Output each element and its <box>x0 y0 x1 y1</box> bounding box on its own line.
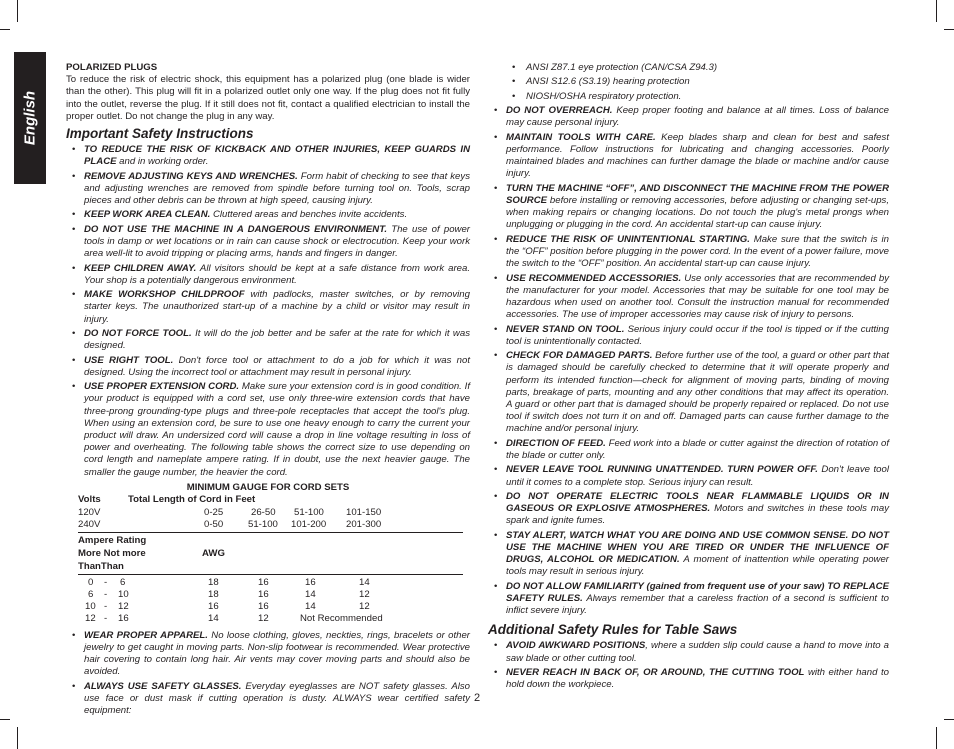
list-item: • DO NOT OPERATE ELECTRIC TOOLS NEAR FLAMMABLE LIQUIDS OR IN GASEOUS OR EXPLOSIVE ATMOSPHERES. Motors and switches in these tools may spark and ignite fumes. <box>488 491 889 528</box>
awg-header: AWG <box>202 547 225 559</box>
table-cell: 16 <box>305 576 316 588</box>
right-list <box>488 105 889 617</box>
cord-gauge-table <box>66 481 470 624</box>
page-number: 2 <box>473 692 481 704</box>
length-header: Total Length of Cord in Feet <box>128 493 256 505</box>
left-after-list <box>66 630 470 718</box>
table-cell: 16 <box>258 600 269 612</box>
table-cell: 14 <box>359 576 370 588</box>
table-rule <box>78 574 463 575</box>
equipment-sublist <box>488 62 889 103</box>
table-cell: 14 <box>305 600 316 612</box>
list-item: • NEVER LEAVE TOOL RUNNING UNATTENDED. TURN POWER OFF. Don't leave tool until it comes to a complete stop. Serious injury can result. <box>488 464 889 488</box>
list-item: • USE RIGHT TOOL. Don't force tool or attachment to do a job for which it was not designed. Using the incorrect tool or attachment may result in personal injury. <box>66 355 470 379</box>
crop-mark <box>944 719 954 720</box>
table-cell: 16 <box>208 600 219 612</box>
list-item: • DO NOT ALLOW FAMILIARITY (gained from frequent use of your saw) TO REPLACE SAFETY RULES. Always remember that a careless fraction of a second is sufficient to inflict severe injury. <box>488 581 889 618</box>
list-item: • DO NOT FORCE TOOL. It will do the job better and be safer at the rate for which it was designed. <box>66 328 470 352</box>
crop-mark <box>0 719 10 720</box>
crop-mark <box>936 0 937 22</box>
table-cell: 12 <box>359 600 370 612</box>
table-cell: 101-200 <box>291 518 327 530</box>
table-cell: 201-300 <box>346 518 382 530</box>
table-cell: 14 <box>305 588 316 600</box>
table-title: MINIMUM GAUGE FOR CORD SETS <box>186 481 350 493</box>
list-item: • MAKE WORKSHOP CHILDPROOF with padlocks, master switches, or by removing starter keys. The unauthorized start-up of a machine by a child or visitor may result in injury. <box>66 289 470 326</box>
table-cell: 16 <box>258 576 269 588</box>
table-cell: 0 <box>88 576 94 588</box>
table-cell: 18 <box>208 588 219 600</box>
right-column <box>488 62 889 694</box>
table-cell: 16 <box>258 588 269 600</box>
ampere-header: Ampere Rating <box>78 534 147 546</box>
table-cell: 26-50 <box>251 506 276 518</box>
table-cell: 12 <box>359 588 370 600</box>
list-item: • KEEP WORK AREA CLEAN. Cluttered areas and benches invite accidents. <box>66 209 470 221</box>
list-item: • AVOID AWKWARD POSITIONS, where a sudden slip could cause a hand to move into a saw blade or other cutting tool. <box>488 640 889 664</box>
list-item: • STAY ALERT, WATCH WHAT YOU ARE DOING AND USE COMMON SENSE. DO NOT USE THE MACHINE WHEN YOU ARE TIRED OR UNDER THE INFLUENCE OF DRUGS, ALCOHOL OR MEDICATION. A moment of inattention while operating power tools may result in serious injury. <box>488 530 889 579</box>
list-item: • DO NOT USE THE MACHINE IN A DANGEROUS ENVIRONMENT. The use of power tools in damp or wet locations or in rain can cause shock or electrocution. Keep your work area well-lit to avoid tripping or placing arms, hands and fingers in danger. <box>66 224 470 261</box>
crop-mark <box>17 727 18 749</box>
table-cell: 0-25 <box>204 506 224 518</box>
table-cell: 6 <box>88 588 94 600</box>
left-column <box>66 62 470 720</box>
list-item: • DIRECTION OF FEED. Feed work into a blade or cutter against the direction of rotation of the blade or cutter only. <box>488 438 889 462</box>
table-cell: 12 <box>118 600 129 612</box>
table-cell: 51-100 <box>294 506 324 518</box>
list-item: • REDUCE THE RISK OF UNINTENTIONAL STARTING. Make sure that the switch is in the “OFF” position before plugging in the power cord. In the event of a power failure, move the switch to the “OFF” position. An accidental start-up can cause injury. <box>488 234 889 271</box>
volts-header: Volts <box>78 493 101 505</box>
table-cell: 120V <box>78 506 101 518</box>
table-cell: 6 <box>120 576 126 588</box>
list-item: • MAINTAIN TOOLS WITH CARE. Keep blades sharp and clean for best and safest performance. Follow instructions for lubricating and changing accessories. Poorly maintained blades and machines can further damage the blade or machine and/or cause injury. <box>488 132 889 181</box>
list-item: • KEEP CHILDREN AWAY. All visitors should be kept at a safe distance from work area. Your shop is a potentially dangerous environment. <box>66 263 470 287</box>
list-item: • REMOVE ADJUSTING KEYS AND WRENCHES. Form habit of checking to see that keys and adjusting wrenches are removed from spindle before turning tool on. Tools, scrap pieces and other debris can be thrown at high speed, causing injury. <box>66 171 470 208</box>
table-rule <box>78 532 463 533</box>
table-cell: Not Recommended <box>300 612 383 624</box>
list-item: • NEVER STAND ON TOOL. Serious injury could occur if the tool is tipped or if the cutting tool is unintentionally contacted. <box>488 324 889 348</box>
additional-title: Additional Safety Rules for Table Saws <box>488 622 738 638</box>
list-item: • ANSI Z87.1 eye protection (CAN/CSA Z94.3) <box>488 62 889 74</box>
table-cell: 12 <box>258 612 269 624</box>
crop-mark <box>936 727 937 749</box>
list-item: • ANSI S12.6 (S3.19) hearing protection <box>488 76 889 88</box>
table-cell: 16 <box>118 612 129 624</box>
table-cell: 10 <box>85 600 96 612</box>
table-cell: 240V <box>78 518 101 530</box>
table-cell: 101-150 <box>346 506 382 518</box>
table-cell: - <box>104 600 108 612</box>
table-cell: - <box>104 588 108 600</box>
ampere-header: ThanThan <box>78 560 124 572</box>
crop-mark <box>17 0 18 22</box>
list-item: • ALWAYS USE SAFETY GLASSES. Everyday eyeglasses are NOT safety glasses. Also use face or dust mask if cutting operation is dusty. ALWAYS wear certified safety equipment: <box>66 681 470 718</box>
polarized-text: To reduce the risk of electric shock, this equipment has a polarized plug (one blade is wider than the other). This plug will fit in a polarized outlet only one way. If the plug does not fit fully into the outlet, reverse the plug. If it still does not fit, contact a qualified electrician to install the proper outlet. Do not change the plug in any way. <box>66 74 470 122</box>
table-cell: - <box>104 612 108 624</box>
list-item: • USE PROPER EXTENSION CORD. Make sure your extension cord is in good condition. If your product is equipped with a cord set, use only three-wire extension cords that have three-prong grounding-type plugs and three-pole receptacles that accept the tool's plug. When using an extension cord, be sure to use one heavy enough to carry the current your product will draw. An undersized cord will cause a drop in line voltage resulting in loss of power and overheating. The following table shows the correct size to use depending on cord length and nameplate ampere rating. If in doubt, use the next heavier gauge. The smaller the gauge number, the heavier the cord. <box>66 381 470 479</box>
crop-mark <box>0 29 10 30</box>
table-cell: 12 <box>85 612 96 624</box>
important-list <box>66 144 470 479</box>
important-title: Important Safety Instructions <box>66 126 254 142</box>
list-item: • NIOSH/OSHA respiratory protection. <box>488 91 889 103</box>
list-item: • CHECK FOR DAMAGED PARTS. Before further use of the tool, a guard or other part that is damaged should be carefully checked to determine that it will operate properly and perform its intended function—check for alignment of moving parts, binding of moving parts, breakage of parts, mounting and any other conditions that may affect its operation. A guard or other part that is damaged should be properly repaired or replaced. Do not use tool if switch does not turn it on and off. Damaged parts can cause further damage to the machine and/or personal injury. <box>488 350 889 435</box>
list-item: • TO REDUCE THE RISK OF KICKBACK AND OTHER INJURIES, KEEP GUARDS IN PLACE and in working order. <box>66 144 470 168</box>
crop-mark <box>944 29 954 30</box>
list-item: • WEAR PROPER APPAREL. No loose clothing, gloves, neckties, rings, bracelets or other jewelry to get caught in moving parts. Non-slip footwear is recommended. Wear protective hair covering to contain long hair. Air vents may cover moving parts and should also be avoided. <box>66 630 470 679</box>
polarized-heading: POLARIZED PLUGS <box>66 62 158 73</box>
list-item: • USE RECOMMENDED ACCESSORIES. Use only accessories that are recommended by the manufacturer for your model. Accessories that may be suitable for one tool may be hazardous when used on another tool. Consult the instruction manual for recommended accessories. The use of improper accessories may cause risk of injury to persons. <box>488 273 889 322</box>
ampere-header: More Not more <box>78 547 146 559</box>
list-item: • NEVER REACH IN BACK OF, OR AROUND, THE CUTTING TOOL with either hand to hold down the workpiece. <box>488 667 889 691</box>
table-cell: - <box>104 576 108 588</box>
language-tab <box>14 52 46 184</box>
language-tab-label: English <box>21 90 39 146</box>
table-cell: 51-100 <box>248 518 278 530</box>
table-cell: 10 <box>118 588 129 600</box>
table-cell: 14 <box>208 612 219 624</box>
list-item: • DO NOT OVERREACH. Keep proper footing and balance at all times. Loss of balance may cause personal injury. <box>488 105 889 129</box>
table-cell: 18 <box>208 576 219 588</box>
list-item: • TURN THE MACHINE “OFF”, AND DISCONNECT THE MACHINE FROM THE POWER SOURCE before installing or removing accessories, before adjusting or changing set-ups, when making repairs or changing locations. Do not touch the plug's metal prongs when unplugging or plugging in the cord. An accidental start-up can cause injury. <box>488 183 889 232</box>
additional-list <box>488 640 889 691</box>
table-cell: 0-50 <box>204 518 224 530</box>
